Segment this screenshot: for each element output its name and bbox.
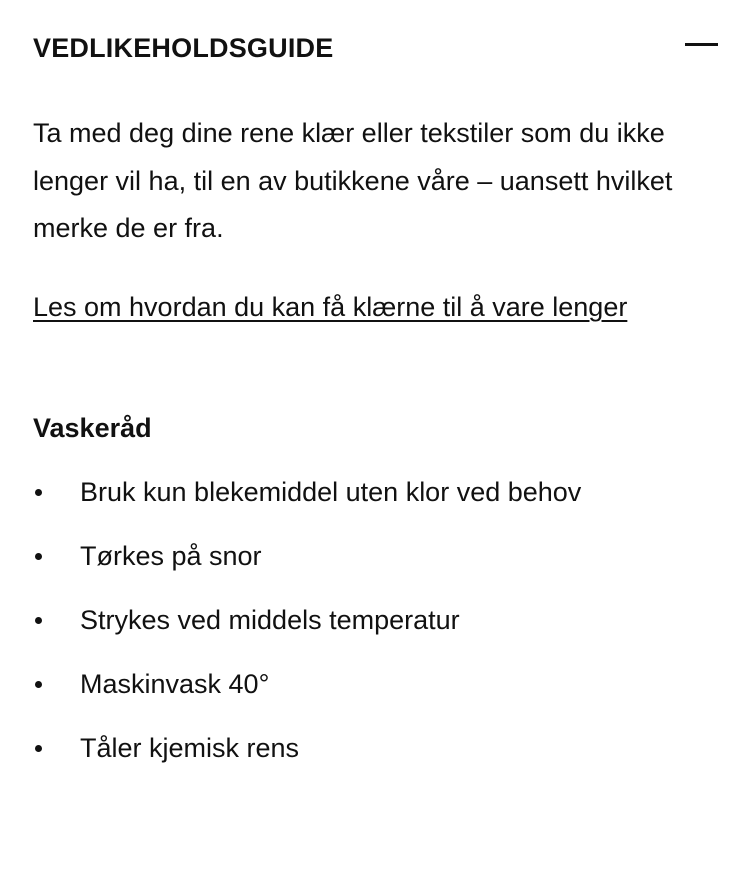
list-item (33, 596, 723, 660)
minus-icon-bar (685, 43, 718, 46)
minus-icon[interactable] (684, 32, 720, 56)
care-guide-accordion-header[interactable] (0, 0, 750, 96)
bullet-icon (35, 745, 42, 752)
washing-advice-text: Strykes ved middels temperatur (80, 605, 460, 635)
bullet-icon (35, 489, 42, 496)
washing-advice-text: Maskinvask 40° (80, 669, 270, 699)
bullet-icon (35, 617, 42, 624)
care-guide-title: VEDLIKEHOLDSGUIDE (33, 33, 334, 63)
list-item (33, 724, 723, 788)
washing-advice-list (33, 468, 723, 788)
washing-advice-text: Bruk kun blekemiddel uten klor ved behov (80, 477, 582, 507)
list-item (33, 532, 723, 596)
longer-lasting-clothes-link[interactable]: Les om hvordan du kan få klærne til å vare lenger (33, 292, 628, 322)
list-item (33, 660, 723, 724)
washing-advice-heading: Vaskeråd (33, 413, 152, 443)
list-item (33, 468, 723, 532)
washing-advice-text: Tørkes på snor (80, 541, 262, 571)
bullet-icon (35, 553, 42, 560)
bullet-icon (35, 681, 42, 688)
care-guide-intro-text: Ta med deg dine rene klær eller tekstiler som du ikke lenger vil ha, til en av butikkene våre – uansett hvilket merke de er fra. (33, 118, 673, 243)
washing-advice-text: Tåler kjemisk rens (80, 733, 300, 763)
